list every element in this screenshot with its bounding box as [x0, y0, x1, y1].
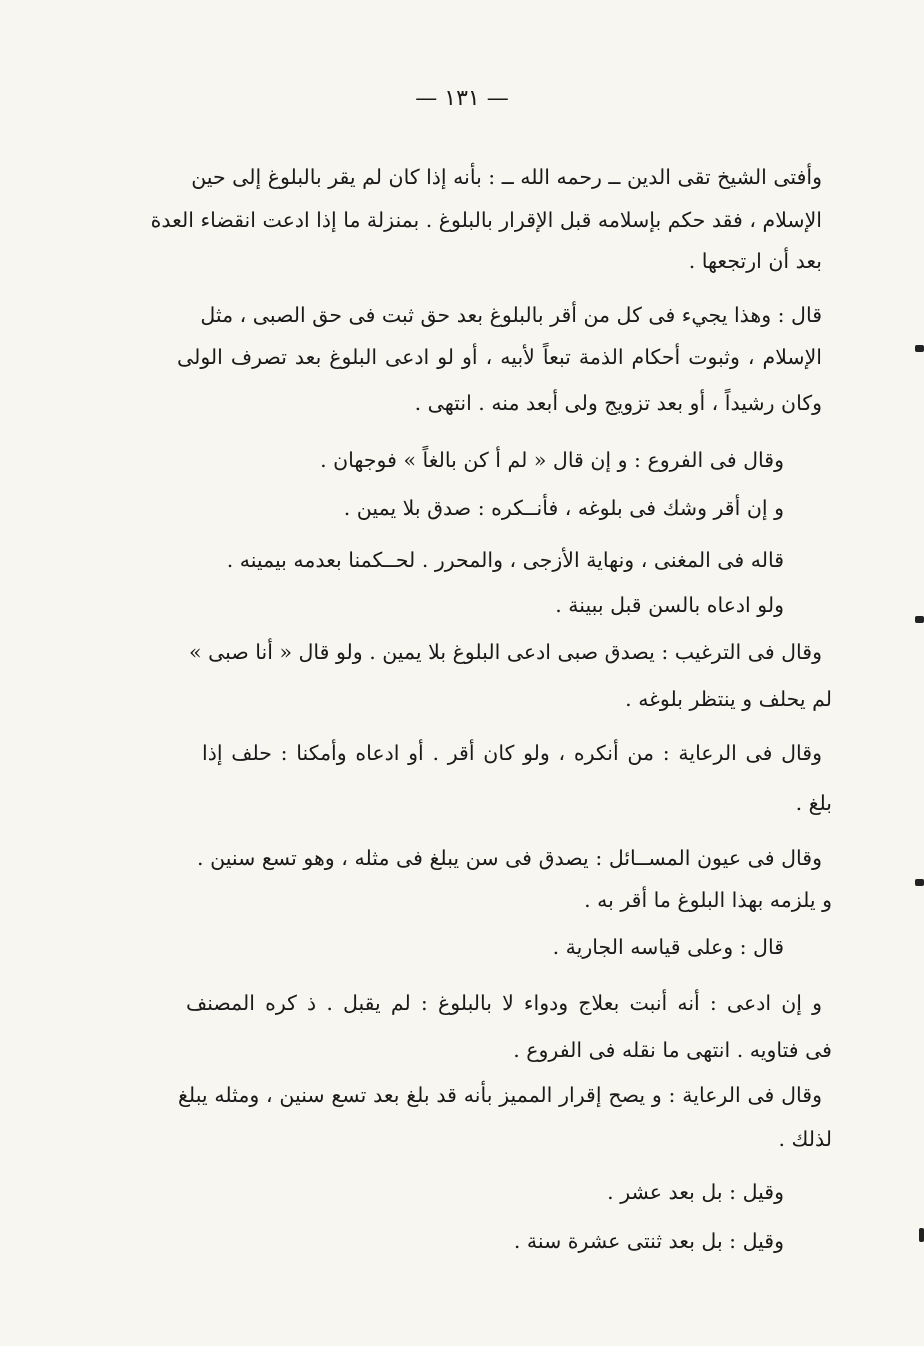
page-number: — ١٣١ —: [415, 86, 509, 111]
text-line: لم يحلف و ينتظر بلوغه .: [625, 687, 832, 711]
text-line: بلغ .: [795, 791, 832, 815]
scan-edge-mark: [915, 616, 924, 623]
text-line: و إن ادعى : أنه أنبت بعلاج ودواء لا بالبلوغ : لم يقبل . ذ كره المصنف: [186, 991, 822, 1015]
text-line: قال : وهذا يجيء فى كل من أقر بالبلوغ بعد حق ثبت فى حق الصبى ، مثل: [200, 303, 822, 327]
text-line: وقال فى الرعاية : من أنكره ، ولو كان أقر . أو ادعاه وأمكنا : حلف إذا: [202, 741, 822, 765]
text-line: قاله فى المغنى ، ونهاية الأزجى ، والمحرر . لحــكمنا بعدمه بيمينه .: [226, 548, 784, 572]
text-line: الإسلام ، فقد حكم بإسلامه قبل الإقرار بالبلوغ . بمنزلة ما إذا ادعت انقضاء العدة: [150, 208, 822, 232]
text-line: و إن أقر وشك فى بلوغه ، فأنــكره : صدق بلا يمين .: [343, 496, 784, 520]
text-line: وكان رشيداً ، أو بعد تزويج ولى أبعد منه . انتهى .: [414, 391, 822, 415]
text-line: وقال فى الرعاية : و يصح إقرار المميز بأنه قد بلغ بعد تسع سنين ، ومثله يبلغ: [178, 1083, 822, 1107]
text-line: فى فتاويه . انتهى ما نقله فى الفروع .: [513, 1038, 832, 1062]
text-line: وقال فى الترغيب : يصدق صبى ادعى البلوغ بلا يمين . ولو قال « أنا صبى »: [189, 640, 822, 664]
text-line: وقيل : بل بعد عشر .: [607, 1180, 784, 1204]
text-line: الإسلام ، وثبوت أحكام الذمة تبعاً لأبيه ، أو لو ادعى البلوغ بعد تصرف الولى: [177, 345, 822, 369]
text-line: ولو ادعاه بالسن قبل ببينة .: [555, 593, 784, 617]
text-line: قال : وعلى قياسه الجارية .: [552, 935, 784, 959]
scan-edge-mark: [915, 345, 924, 352]
text-line: وقيل : بل بعد ثنتى عشرة سنة .: [513, 1229, 784, 1253]
scan-edge-mark: [915, 879, 924, 886]
text-line: لذلك .: [778, 1127, 832, 1151]
text-line: وقال فى عيون المســائل : يصدق فى سن يبلغ فى مثله ، وهو تسع سنين .: [197, 846, 822, 870]
text-line: و يلزمه بهذا البلوغ ما أقر به .: [584, 888, 832, 912]
text-line: وأفتى الشيخ تقى الدين ــ رحمه الله ــ : بأنه إذا كان لم يقر بالبلوغ إلى حين: [191, 165, 822, 189]
text-line: وقال فى الفروع : و إن قال « لم أ كن بالغاً » فوجهان .: [320, 448, 784, 472]
scan-edge-mark: [919, 1228, 924, 1242]
text-line: بعد أن ارتجعها .: [688, 249, 822, 273]
